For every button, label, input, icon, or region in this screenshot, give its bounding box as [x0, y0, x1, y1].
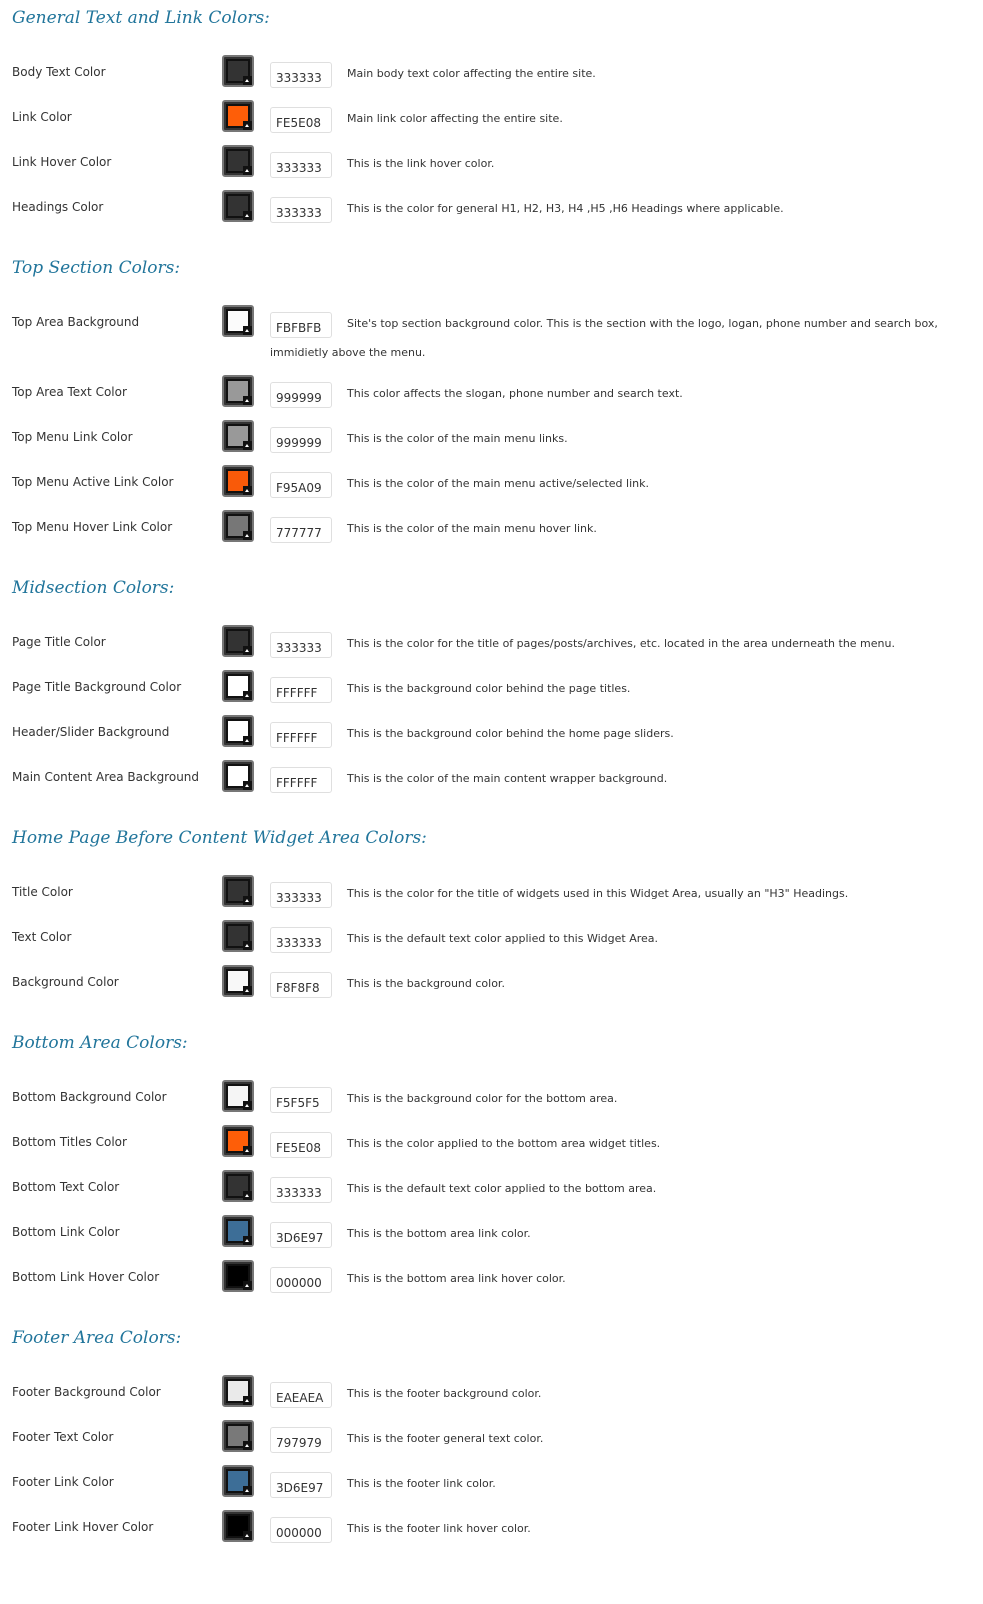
option-description: This is the color of the main content wrapper background.	[347, 772, 668, 785]
picker-arrow-icon	[243, 326, 252, 335]
hex-color-input[interactable]	[270, 677, 332, 703]
hex-color-input[interactable]	[270, 1132, 332, 1158]
picker-arrow-icon	[243, 1486, 252, 1495]
picker-arrow-icon	[243, 531, 252, 540]
picker-arrow-icon	[243, 396, 252, 405]
color-picker-swatch[interactable]	[222, 1215, 254, 1247]
option-label: Page Title Background Color	[12, 680, 182, 694]
picker-arrow-icon	[243, 486, 252, 495]
picker-arrow-icon	[243, 1146, 252, 1155]
option-description: This color affects the slogan, phone number and search text.	[347, 387, 683, 400]
hex-color-input[interactable]	[270, 882, 332, 908]
option-description: Site's top section background color. This is the section with the logo, logan, phone number and search box,	[347, 317, 938, 330]
picker-arrow-icon	[243, 736, 252, 745]
picker-arrow-icon	[243, 1441, 252, 1450]
hex-color-input[interactable]	[270, 1222, 332, 1248]
color-picker-swatch[interactable]	[222, 510, 254, 542]
picker-arrow-icon	[243, 896, 252, 905]
option-description: Main link color affecting the entire site.	[347, 112, 563, 125]
option-description: This is the background color behind the home page sliders.	[347, 727, 674, 740]
color-picker-swatch[interactable]	[222, 1420, 254, 1452]
color-picker-swatch[interactable]	[222, 55, 254, 87]
color-picker-swatch[interactable]	[222, 1465, 254, 1497]
option-label: Bottom Titles Color	[12, 1135, 127, 1149]
option-description: This is the bottom area link color.	[347, 1227, 531, 1240]
color-picker-swatch[interactable]	[222, 965, 254, 997]
option-label: Footer Link Hover Color	[12, 1520, 154, 1534]
picker-arrow-icon	[243, 1191, 252, 1200]
option-description: This is the link hover color.	[347, 157, 495, 170]
option-label: Top Menu Active Link Color	[12, 475, 174, 489]
option-description: This is the color of the main menu active/selected link.	[347, 477, 649, 490]
color-picker-swatch[interactable]	[222, 375, 254, 407]
hex-color-input[interactable]	[270, 1427, 332, 1453]
option-description: This is the footer link hover color.	[347, 1522, 531, 1535]
option-label: Footer Link Color	[12, 1475, 114, 1489]
color-picker-swatch[interactable]	[222, 875, 254, 907]
picker-arrow-icon	[243, 441, 252, 450]
picker-arrow-icon	[243, 986, 252, 995]
section-title: Home Page Before Content Widget Area Colors:	[12, 828, 427, 848]
color-picker-swatch[interactable]	[222, 1260, 254, 1292]
hex-color-input[interactable]	[270, 197, 332, 223]
option-label: Top Menu Link Color	[12, 430, 133, 444]
option-description: This is the background color.	[347, 977, 505, 990]
section-title: Midsection Colors:	[12, 578, 175, 598]
hex-color-input[interactable]	[270, 927, 332, 953]
picker-arrow-icon	[243, 211, 252, 220]
option-label: Top Menu Hover Link Color	[12, 520, 173, 534]
option-description: Main body text color affecting the entire site.	[347, 67, 596, 80]
option-description: This is the color for general H1, H2, H3, H4 ,H5 ,H6 Headings where applicable.	[347, 202, 784, 215]
hex-color-input[interactable]	[270, 632, 332, 658]
option-label: Header/Slider Background	[12, 725, 170, 739]
option-label: Footer Text Color	[12, 1430, 114, 1444]
option-label: Body Text Color	[12, 65, 106, 79]
hex-color-input[interactable]	[270, 1087, 332, 1113]
option-label: Headings Color	[12, 200, 104, 214]
hex-color-input[interactable]	[270, 312, 332, 338]
option-description: This is the color applied to the bottom area widget titles.	[347, 1137, 661, 1150]
section-title: Footer Area Colors:	[12, 1328, 182, 1348]
option-description: This is the default text color applied to the bottom area.	[347, 1182, 657, 1195]
color-picker-swatch[interactable]	[222, 1125, 254, 1157]
option-label: Link Hover Color	[12, 155, 112, 169]
color-picker-swatch[interactable]	[222, 145, 254, 177]
option-label: Bottom Link Color	[12, 1225, 120, 1239]
color-picker-swatch[interactable]	[222, 1375, 254, 1407]
hex-color-input[interactable]	[270, 767, 332, 793]
color-picker-swatch[interactable]	[222, 760, 254, 792]
picker-arrow-icon	[243, 1236, 252, 1245]
option-description: This is the default text color applied to this Widget Area.	[347, 932, 659, 945]
hex-color-input[interactable]	[270, 382, 332, 408]
picker-arrow-icon	[243, 646, 252, 655]
option-label: Title Color	[12, 885, 73, 899]
option-description: This is the bottom area link hover color.	[347, 1272, 566, 1285]
option-description: This is the color for the title of widgets used in this Widget Area, usually an "H3" Headings.	[347, 887, 849, 900]
picker-arrow-icon	[243, 166, 252, 175]
color-picker-swatch[interactable]	[222, 100, 254, 132]
option-description-continued: immidietly above the menu.	[270, 346, 426, 359]
option-description: This is the color of the main menu links.	[347, 432, 568, 445]
picker-arrow-icon	[243, 121, 252, 130]
hex-color-input[interactable]	[270, 152, 332, 178]
option-label: Bottom Link Hover Color	[12, 1270, 160, 1284]
option-label: Top Area Background	[12, 315, 140, 329]
option-label: Link Color	[12, 110, 72, 124]
hex-color-input[interactable]	[270, 107, 332, 133]
color-picker-swatch[interactable]	[222, 420, 254, 452]
picker-arrow-icon	[243, 781, 252, 790]
hex-color-input[interactable]	[270, 62, 332, 88]
color-picker-swatch[interactable]	[222, 1510, 254, 1542]
hex-color-input[interactable]	[270, 517, 332, 543]
hex-color-input[interactable]	[270, 1267, 332, 1293]
option-label: Background Color	[12, 975, 119, 989]
color-picker-swatch[interactable]	[222, 190, 254, 222]
picker-arrow-icon	[243, 1101, 252, 1110]
hex-color-input[interactable]	[270, 972, 332, 998]
hex-color-input[interactable]	[270, 1472, 332, 1498]
picker-arrow-icon	[243, 1396, 252, 1405]
option-label: Page Title Color	[12, 635, 106, 649]
color-picker-swatch[interactable]	[222, 465, 254, 497]
option-description: This is the footer link color.	[347, 1477, 496, 1490]
hex-color-input[interactable]	[270, 1382, 332, 1408]
color-picker-swatch[interactable]	[222, 625, 254, 657]
section-title: Top Section Colors:	[12, 258, 181, 278]
option-description: This is the color of the main menu hover link.	[347, 522, 597, 535]
option-description: This is the footer background color.	[347, 1387, 542, 1400]
option-label: Bottom Text Color	[12, 1180, 120, 1194]
picker-arrow-icon	[243, 1531, 252, 1540]
option-description: This is the background color for the bottom area.	[347, 1092, 618, 1105]
color-picker-swatch[interactable]	[222, 1080, 254, 1112]
picker-arrow-icon	[243, 941, 252, 950]
color-picker-swatch[interactable]	[222, 670, 254, 702]
hex-color-input[interactable]	[270, 1517, 332, 1543]
picker-arrow-icon	[243, 691, 252, 700]
option-label: Footer Background Color	[12, 1385, 161, 1399]
section-title: General Text and Link Colors:	[12, 8, 270, 28]
option-description: This is the footer general text color.	[347, 1432, 544, 1445]
section-title: Bottom Area Colors:	[12, 1033, 188, 1053]
option-label: Main Content Area Background	[12, 770, 200, 784]
option-label: Bottom Background Color	[12, 1090, 167, 1104]
color-picker-swatch[interactable]	[222, 1170, 254, 1202]
hex-color-input[interactable]	[270, 472, 332, 498]
hex-color-input[interactable]	[270, 722, 332, 748]
picker-arrow-icon	[243, 1281, 252, 1290]
color-picker-swatch[interactable]	[222, 920, 254, 952]
option-description: This is the color for the title of pages/posts/archives, etc. located in the area underneath the menu.	[347, 637, 895, 650]
hex-color-input[interactable]	[270, 427, 332, 453]
color-picker-swatch[interactable]	[222, 305, 254, 337]
option-label: Top Area Text Color	[12, 385, 127, 399]
hex-color-input[interactable]	[270, 1177, 332, 1203]
picker-arrow-icon	[243, 76, 252, 85]
option-description: This is the background color behind the page titles.	[347, 682, 631, 695]
option-label: Text Color	[12, 930, 72, 944]
color-picker-swatch[interactable]	[222, 715, 254, 747]
